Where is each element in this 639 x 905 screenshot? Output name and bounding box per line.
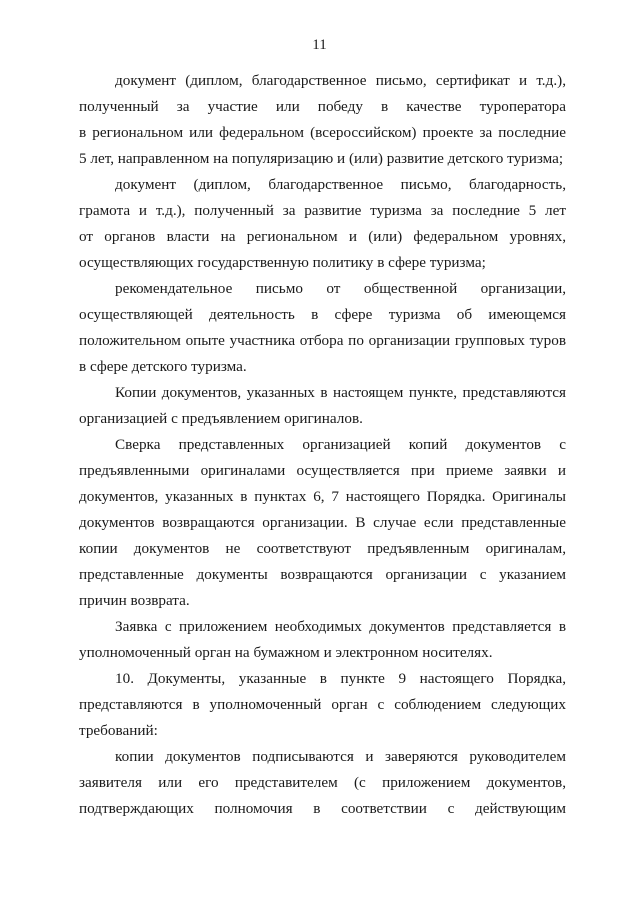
text-line: предъявленными оригиналами осуществляется при приеме заявки и	[79, 462, 566, 479]
paragraph	[79, 276, 566, 380]
text-line: в региональном или федеральном (всероссийском) проекте за последние	[79, 124, 566, 141]
text-line: копии документов не соответствуют предъявленным оригиналам,	[79, 540, 566, 557]
text-line: требований:	[79, 722, 158, 739]
text-line: документ (диплом, благодарственное письмо, сертификат и т.д.),	[115, 72, 566, 89]
text-line: организацией с предъявлением оригиналов.	[79, 410, 363, 427]
text-line: Копии документов, указанных в настоящем пункте, представляются	[115, 384, 566, 401]
text-line: полученный за участие или победу в качестве туроператора	[79, 98, 566, 115]
text-line: грамота и т.д.), полученный за развитие туризма за последние 5 лет	[79, 202, 566, 219]
text-line: представляются в уполномоченный орган с соблюдением следующих	[79, 696, 566, 713]
text-line: от органов власти на региональном и (или) федеральном уровнях,	[79, 228, 566, 245]
text-line: осуществляющих государственную политику в сфере туризма;	[79, 254, 486, 271]
paragraph	[79, 666, 566, 744]
paragraph	[79, 744, 566, 822]
document-body	[79, 68, 566, 822]
text-line: положительном опыте участника отбора по организации групповых туров	[79, 332, 566, 349]
text-line: уполномоченный орган на бумажном и электронном носителях.	[79, 644, 493, 661]
text-line: причин возврата.	[79, 592, 190, 609]
text-line: рекомендательное письмо от общественной организации,	[115, 280, 566, 297]
text-line: документов, указанных в пунктах 6, 7 настоящего Порядка. Оригиналы	[79, 488, 566, 505]
text-line: Сверка представленных организацией копий документов с	[115, 436, 566, 453]
text-line: копии документов подписываются и заверяются руководителем	[115, 748, 566, 765]
text-line: документ (диплом, благодарственное письмо, благодарность,	[115, 176, 566, 193]
text-line: 10. Документы, указанные в пункте 9 настоящего Порядка,	[115, 670, 566, 687]
text-line: осуществляющей деятельность в сфере туризма об имеющемся	[79, 306, 566, 323]
paragraph	[79, 172, 566, 276]
text-line: заявителя или его представителем (с приложением документов,	[79, 774, 566, 791]
text-line: 5 лет, направленном на популяризацию и (или) развитие детского туризма;	[79, 150, 564, 167]
paragraph	[79, 432, 566, 614]
text-line: подтверждающих полномочия в соответствии с действующим	[79, 800, 566, 817]
paragraph	[79, 614, 566, 666]
page-number: 11	[312, 37, 327, 53]
text-line: в сфере детского туризма.	[79, 358, 247, 375]
text-line: представленные документы возвращаются организации с указанием	[79, 566, 566, 583]
text-line: документов возвращаются организации. В случае если представленные	[79, 514, 566, 531]
paragraph	[79, 68, 566, 172]
text-line: Заявка с приложением необходимых документов представляется в	[115, 618, 566, 635]
paragraph	[79, 380, 566, 432]
